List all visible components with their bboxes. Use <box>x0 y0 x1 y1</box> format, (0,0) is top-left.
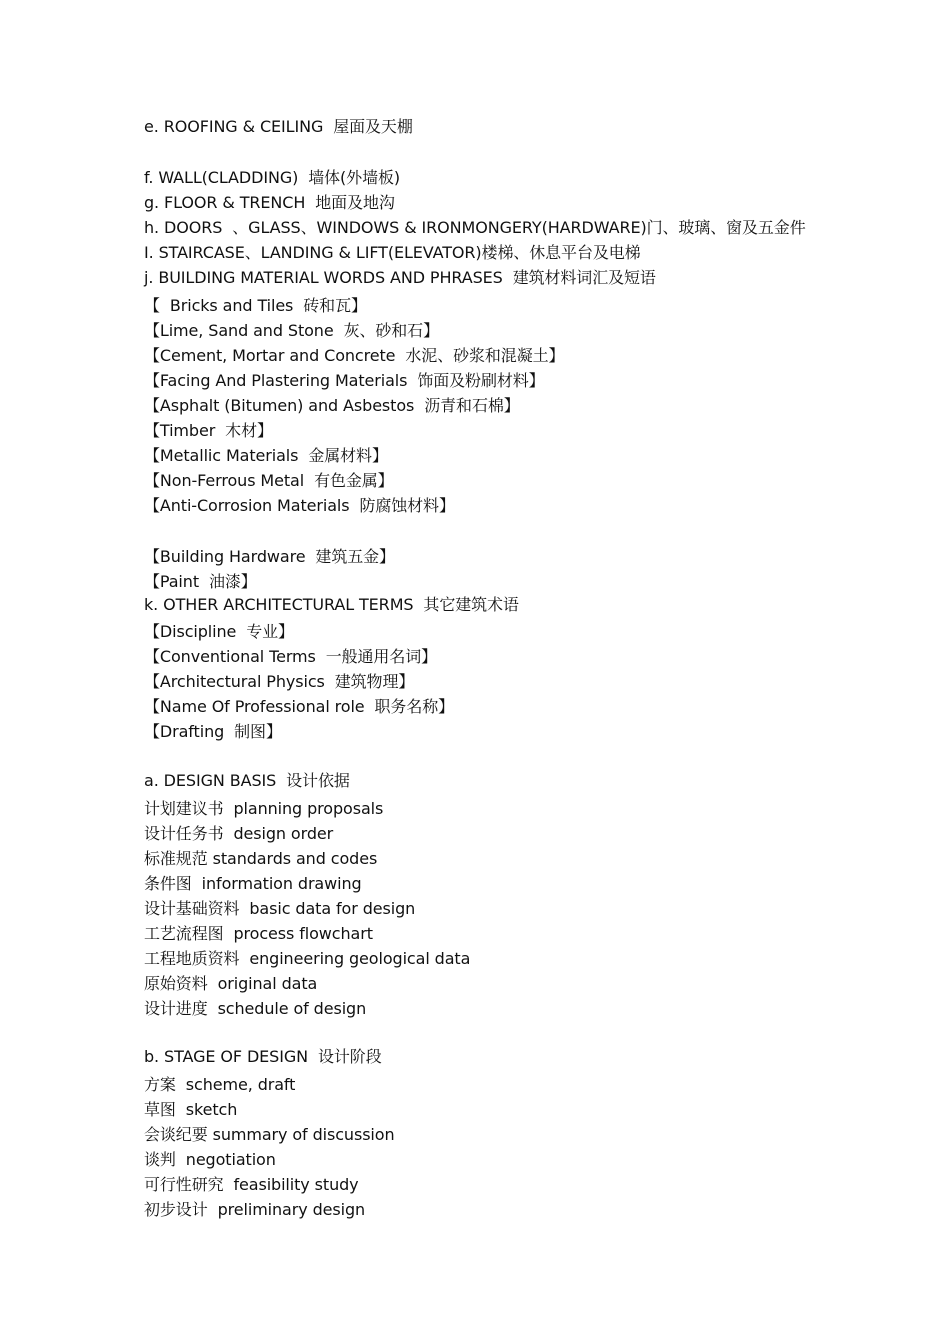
term-original-data: 原始资料 original data <box>144 974 318 993</box>
term-process-flowchart: 工艺流程图 process flowchart <box>144 924 373 943</box>
list-item-asphalt-asbestos: 【Asphalt (Bitumen) and Asbestos 沥青和石棉】 <box>144 396 520 415</box>
list-item-drafting: 【Drafting 制图】 <box>144 722 282 741</box>
list-item-metallic-materials: 【Metallic Materials 金属材料】 <box>144 446 388 465</box>
list-item-facing-plastering: 【Facing And Plastering Materials 饰面及粉刷材料】 <box>144 371 545 390</box>
term-geological-data: 工程地质资料 engineering geological data <box>144 949 471 968</box>
term-preliminary-design: 初步设计 preliminary design <box>144 1200 366 1219</box>
heading-design-basis: a. DESIGN BASIS 设计依据 <box>144 771 350 790</box>
list-item-discipline: 【Discipline 专业】 <box>144 622 294 641</box>
term-information-drawing: 条件图 information drawing <box>144 874 362 893</box>
term-basic-data: 设计基础资料 basic data for design <box>144 899 416 918</box>
list-item-timber: 【Timber 木材】 <box>144 421 273 440</box>
heading-wall-cladding: f. WALL(CLADDING) 墙体(外墙板) <box>144 168 401 187</box>
term-standards-codes: 标准规范 standards and codes <box>144 849 378 868</box>
heading-roofing-ceiling: e. ROOFING & CEILING 屋面及天棚 <box>144 117 413 136</box>
term-sketch: 草图 sketch <box>144 1100 238 1119</box>
heading-doors-glass-windows: h. DOORS 、GLASS、WINDOWS & IRONMONGERY(HARDWARE)门、玻璃、窗及五金件 <box>144 218 806 237</box>
heading-floor-trench: g. FLOOR & TRENCH 地面及地沟 <box>144 193 395 212</box>
heading-building-material: j. BUILDING MATERIAL WORDS AND PHRASES 建筑材料词汇及短语 <box>144 268 656 287</box>
list-item-architectural-physics: 【Architectural Physics 建筑物理】 <box>144 672 415 691</box>
list-item-cement-mortar-concrete: 【Cement, Mortar and Concrete 水泥、砂浆和混凝土】 <box>144 346 565 365</box>
list-item-lime-sand-stone: 【Lime, Sand and Stone 灰、砂和石】 <box>144 321 439 340</box>
heading-other-terms: k. OTHER ARCHITECTURAL TERMS 其它建筑术语 <box>144 595 519 614</box>
list-item-anti-corrosion: 【Anti-Corrosion Materials 防腐蚀材料】 <box>144 496 455 515</box>
term-summary-of-discussion: 会谈纪要 summary of discussion <box>144 1125 395 1144</box>
list-item-bricks-tiles: 【 Bricks and Tiles 砖和瓦】 <box>144 296 367 315</box>
list-item-building-hardware: 【Building Hardware 建筑五金】 <box>144 547 395 566</box>
list-item-professional-role: 【Name Of Professional role 职务名称】 <box>144 697 455 716</box>
term-planning-proposals: 计划建议书 planning proposals <box>144 799 384 818</box>
term-scheme-draft: 方案 scheme, draft <box>144 1075 296 1094</box>
term-design-order: 设计任务书 design order <box>144 824 334 843</box>
heading-staircase-landing-lift: I. STAIRCASE、LANDING & LIFT(ELEVATOR)楼梯、休息平台及电梯 <box>144 243 641 262</box>
heading-stage-of-design: b. STAGE OF DESIGN 设计阶段 <box>144 1047 382 1066</box>
term-feasibility-study: 可行性研究 feasibility study <box>144 1175 359 1194</box>
list-item-paint: 【Paint 油漆】 <box>144 572 257 591</box>
term-schedule-of-design: 设计进度 schedule of design <box>144 999 367 1018</box>
list-item-conventional-terms: 【Conventional Terms 一般通用名词】 <box>144 647 438 666</box>
term-negotiation: 谈判 negotiation <box>144 1150 276 1169</box>
list-item-non-ferrous-metal: 【Non-Ferrous Metal 有色金属】 <box>144 471 394 490</box>
